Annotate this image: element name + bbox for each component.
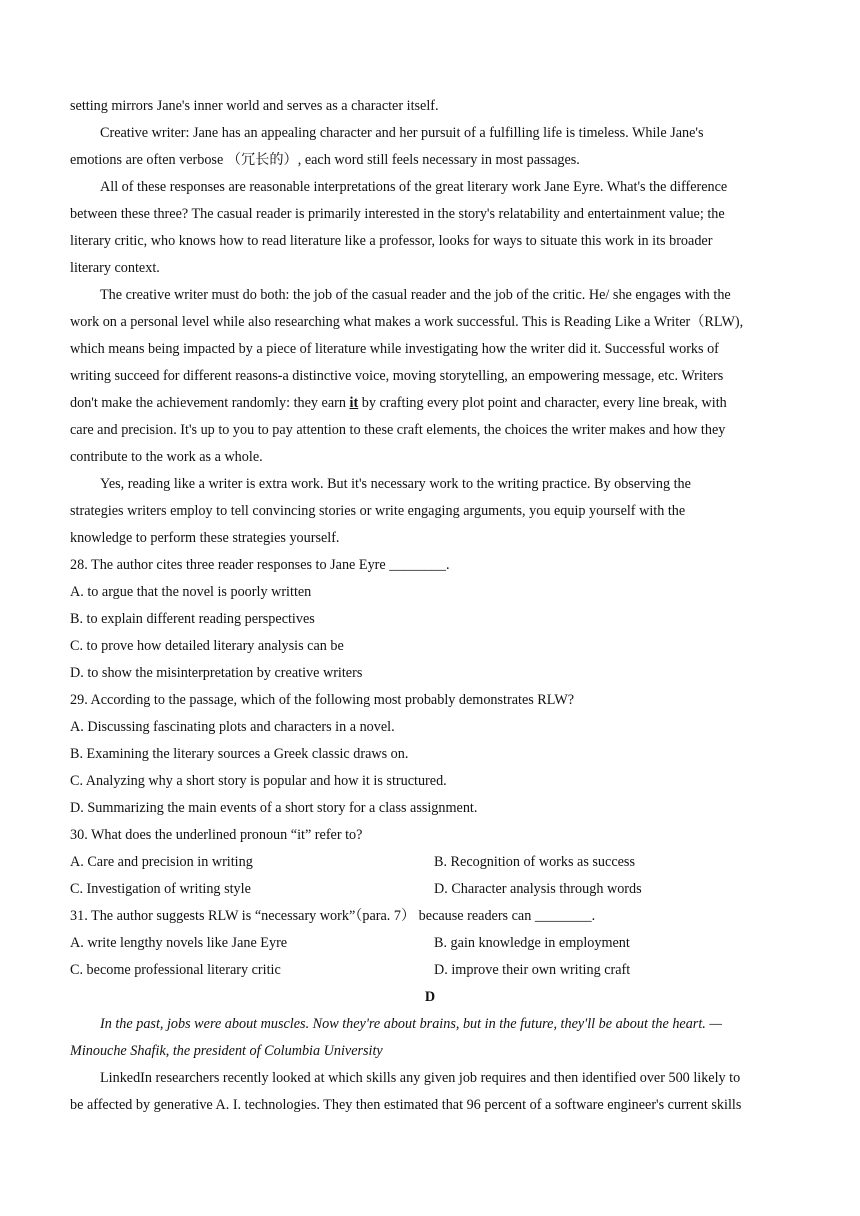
passage-line: The creative writer must do both: the job of the casual reader and the job of the critic. He/ she engages with the (100, 287, 731, 303)
answer-option: D. to show the misinterpretation by creative writers (70, 665, 363, 681)
answer-option: B. gain knowledge in employment (434, 935, 630, 951)
passage-line: All of these responses are reasonable interpretations of the great literary work Jane Eyre. What's the difference (100, 179, 728, 195)
passage-line: literary context. (70, 260, 160, 276)
answer-option: C. Analyzing why a short story is popular and how it is structured. (70, 773, 447, 789)
question-stem: 31. The author suggests RLW is “necessary work”（para. 7） because readers can ________. (70, 908, 596, 924)
passage-line: be affected by generative A. I. technologies. They then estimated that 96 percent of a software engineer's current skills (70, 1097, 742, 1113)
answer-option: A. Care and precision in writing (70, 854, 253, 870)
passage-text: by crafting every plot point and character, every line break, with (358, 395, 727, 411)
answer-option: D. improve their own writing craft (434, 962, 631, 978)
answer-option: B. to explain different reading perspectives (70, 611, 315, 627)
answer-option: A. write lengthy novels like Jane Eyre (70, 935, 288, 951)
passage-line: contribute to the work as a whole. (70, 449, 263, 465)
passage-line: between these three? The casual reader is primarily interested in the story's relatability and entertainment value; the (70, 206, 725, 222)
passage-line: literary critic, who knows how to read literature like a professor, looks for ways to situate this work in its broader (70, 233, 713, 249)
underlined-pronoun: it (349, 395, 359, 411)
answer-option: A. Discussing fascinating plots and characters in a novel. (70, 719, 395, 735)
passage-line: Creative writer: Jane has an appealing character and her pursuit of a fulfilling life is timeless. While Jane's (100, 125, 704, 141)
passage-line: which means being impacted by a piece of literature while investigating how the writer did it. Successful works of (70, 341, 719, 357)
answer-option: D. Character analysis through words (434, 881, 642, 897)
answer-option: B. Recognition of works as success (434, 854, 635, 870)
question-stem: 30. What does the underlined pronoun “it” refer to? (70, 827, 363, 843)
question-stem: 29. According to the passage, which of the following most probably demonstrates RLW? (70, 692, 575, 708)
answer-option: C. to prove how detailed literary analysis can be (70, 638, 344, 654)
passage-line: Yes, reading like a writer is extra work. But it's necessary work to the writing practice. By observing the (100, 476, 691, 492)
epigraph-attribution: Minouche Shafik, the president of Columbia University (70, 1043, 383, 1059)
passage-line: LinkedIn researchers recently looked at which skills any given job requires and then identified over 500 likely to (100, 1070, 741, 1086)
passage-line: care and precision. It's up to you to pay attention to these craft elements, the choices the writer makes and how they (70, 422, 726, 438)
passage-text: don't make the achievement randomly: they earn (70, 395, 350, 411)
answer-option: C. Investigation of writing style (70, 881, 251, 897)
passage-line: writing succeed for different reasons-a distinctive voice, moving storytelling, an empowering message, etc. Writers (70, 368, 724, 384)
question-stem: 28. The author cites three reader responses to Jane Eyre ________. (70, 557, 450, 573)
answer-option: D. Summarizing the main events of a short story for a class assignment. (70, 800, 478, 816)
passage-line: work on a personal level while also researching what makes a work successful. This is Reading Like a Writer（RLW), (70, 314, 744, 330)
passage-line (70, 393, 727, 413)
answer-option: B. Examining the literary sources a Greek classic draws on. (70, 746, 409, 762)
epigraph-quote: In the past, jobs were about muscles. Now they're about brains, but in the future, they'll be about the heart. — (100, 1016, 722, 1032)
passage-line: knowledge to perform these strategies yourself. (70, 530, 340, 546)
section-heading: D (424, 989, 436, 1005)
answer-option: A. to argue that the novel is poorly written (70, 584, 312, 600)
passage-line: strategies writers employ to tell convincing stories or write engaging arguments, you equip yourself with the (70, 503, 686, 519)
answer-option: C. become professional literary critic (70, 962, 281, 978)
passage-line: emotions are often verbose （冗长的）, each word still feels necessary in most passages. (70, 152, 580, 168)
passage-line: setting mirrors Jane's inner world and serves as a character itself. (70, 98, 439, 114)
